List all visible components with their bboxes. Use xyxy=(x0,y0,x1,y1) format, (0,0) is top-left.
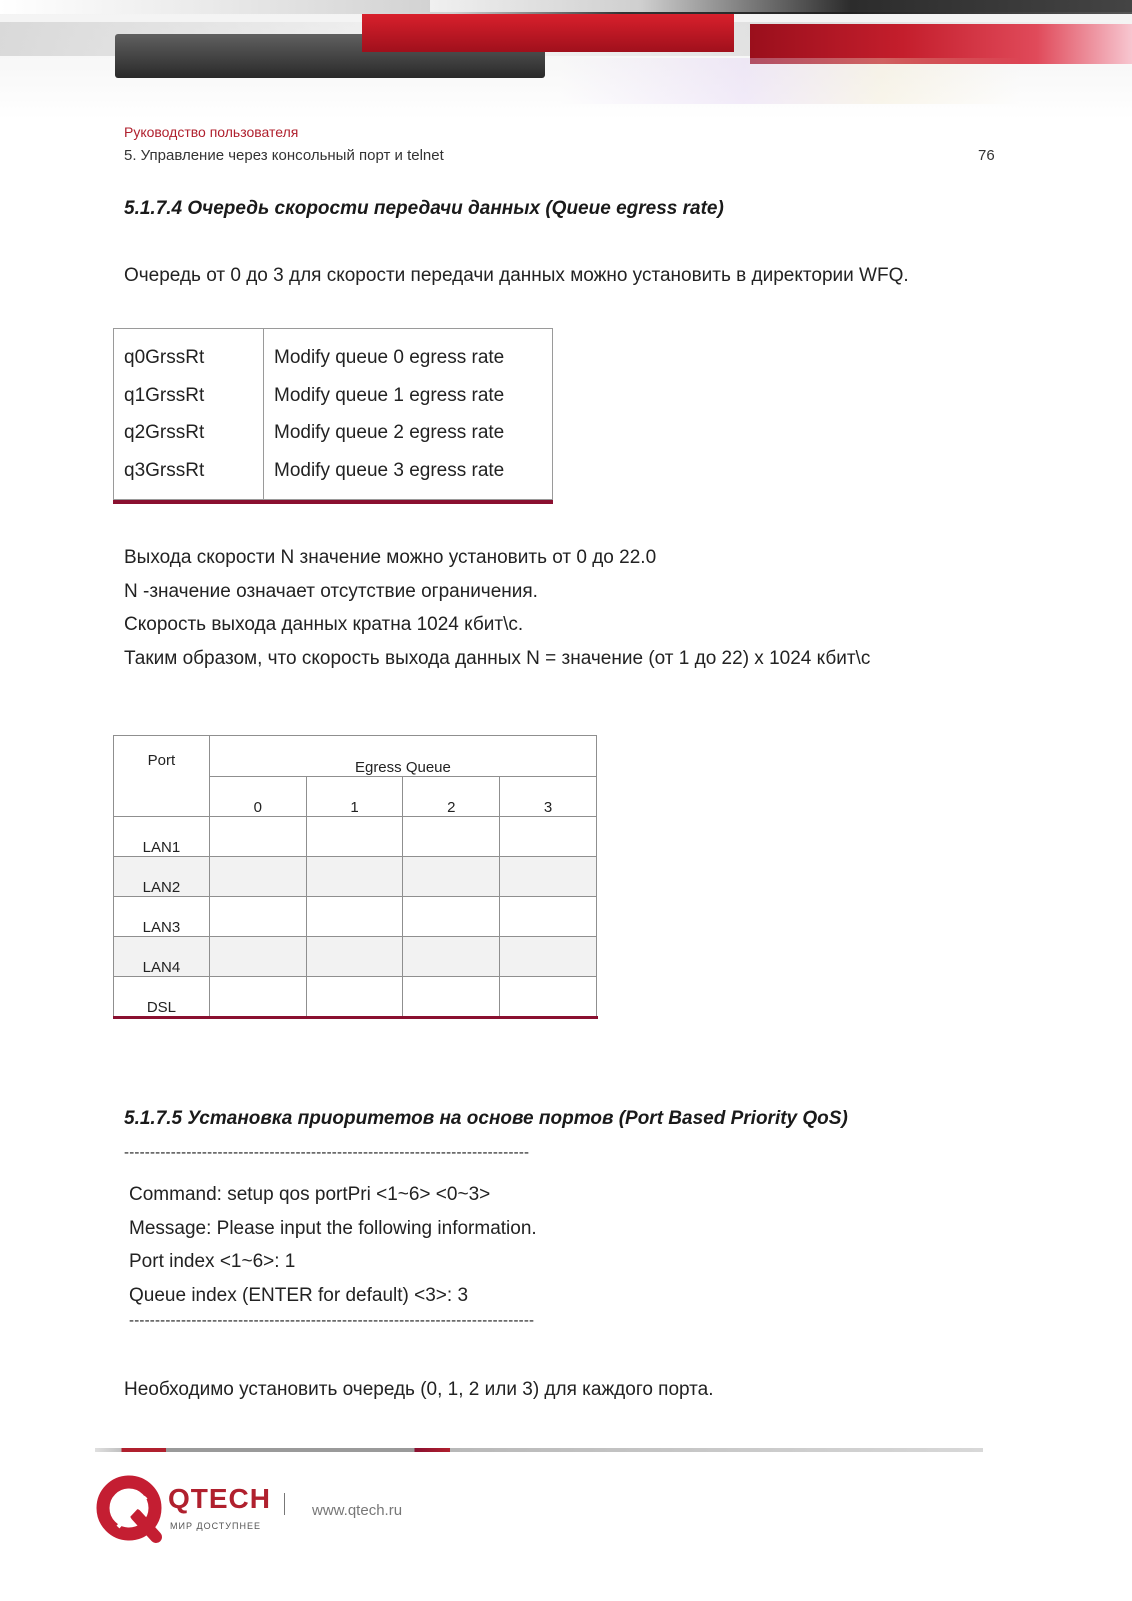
queue-cell xyxy=(209,977,306,1017)
queue-cell xyxy=(403,857,500,897)
table-row xyxy=(114,897,597,937)
queue-cell xyxy=(500,977,597,1017)
footer-separator xyxy=(284,1493,285,1515)
logo-brand-text: QTECH xyxy=(168,1483,271,1514)
queue-cell xyxy=(500,937,597,977)
cli-line: Port index <1~6>: 1 xyxy=(129,1251,296,1272)
chapter-title: 5. Управление через консольный порт и telnet xyxy=(124,147,444,164)
command-desc: Modify queue 2 egress rate xyxy=(274,422,505,443)
command-name: q1GrssRt xyxy=(124,384,205,406)
table-row xyxy=(114,857,597,897)
header-banner xyxy=(0,0,1132,120)
section-heading-port-priority: 5.1.7.5 Установка приоритетов на основе портов (Port Based Priority QoS) xyxy=(124,1108,848,1129)
command-name: q3GrssRt xyxy=(124,459,205,481)
queue-cell xyxy=(306,897,403,937)
command-desc-column xyxy=(263,328,553,500)
queue-header: 0 xyxy=(209,777,306,817)
qtech-logo-mark xyxy=(96,1475,166,1545)
port-label: DSL xyxy=(114,977,210,1017)
footer-divider xyxy=(95,1448,983,1452)
queue-cell xyxy=(403,817,500,857)
note-line: Таким образом, что скорость выхода данных N = значение (от 1 до 22) x 1024 кбит\с xyxy=(124,647,871,669)
note-line: Выхода скорости N значение можно установить от 0 до 22.0 xyxy=(124,547,657,568)
queue-cell xyxy=(209,897,306,937)
queue-cell xyxy=(209,857,306,897)
queue-header: 2 xyxy=(403,777,500,817)
queue-cell xyxy=(306,977,403,1017)
separator-top: ------------------------------------------------------------------------------ xyxy=(124,1144,530,1161)
document-title: Руководство пользователя xyxy=(124,124,299,140)
section-intro: Очередь от 0 до 3 для скорости передачи данных можно установить в директории WFQ. xyxy=(124,265,909,286)
queue-cell xyxy=(403,897,500,937)
queue-cell xyxy=(500,857,597,897)
cli-line: Queue index (ENTER for default) <3>: 3 xyxy=(129,1284,469,1306)
queue-cell xyxy=(500,897,597,937)
queue-cell xyxy=(209,817,306,857)
queue-cell xyxy=(403,937,500,977)
command-table xyxy=(113,328,553,504)
queue-cell xyxy=(306,817,403,857)
note-line: N -значение означает отсутствие ограничения. xyxy=(124,580,538,602)
section-heading-queue-egress: 5.1.7.4 Очередь скорости передачи данных (Queue egress rate) xyxy=(124,198,724,219)
command-desc: Modify queue 1 egress rate xyxy=(274,384,505,406)
table-row xyxy=(114,817,597,857)
queue-cell xyxy=(403,977,500,1017)
queue-header: 1 xyxy=(306,777,403,817)
table-row xyxy=(114,937,597,977)
cli-block xyxy=(129,1178,537,1312)
logo-tagline: МИР ДОСТУПНЕЕ xyxy=(170,1521,261,1531)
table-accent-bar xyxy=(113,500,553,504)
queue-cell xyxy=(306,857,403,897)
port-header: Port xyxy=(114,736,210,817)
command-name: q2GrssRt xyxy=(124,422,205,443)
command-desc: Modify queue 0 egress rate xyxy=(274,347,505,368)
port-label: LAN1 xyxy=(114,817,210,857)
port-label: LAN4 xyxy=(114,937,210,977)
queue-header: 3 xyxy=(500,777,597,817)
command-name-column xyxy=(113,328,263,500)
closing-text: Необходимо установить очередь (0, 1, 2 или 3) для каждого порта. xyxy=(124,1379,714,1400)
port-label: LAN3 xyxy=(114,897,210,937)
cli-line: Command: setup qos portPri <1~6> <0~3> xyxy=(129,1184,491,1205)
table-accent-bar xyxy=(113,1016,598,1019)
cli-line: Message: Please input the following information. xyxy=(129,1217,537,1239)
footer-website-link[interactable]: www.qtech.ru xyxy=(312,1502,403,1519)
queue-cell xyxy=(209,937,306,977)
egress-queue-header: Egress Queue xyxy=(209,736,596,777)
command-name: q0GrssRt xyxy=(124,347,205,368)
queue-cell xyxy=(500,817,597,857)
port-label: LAN2 xyxy=(114,857,210,897)
page-number: 76 xyxy=(978,147,995,164)
egress-queue-table xyxy=(113,735,597,1017)
queue-cell xyxy=(306,937,403,977)
table-row xyxy=(114,977,597,1017)
command-desc: Modify queue 3 egress rate xyxy=(274,459,505,481)
note-line: Скорость выхода данных кратна 1024 кбит\с. xyxy=(124,614,524,635)
separator-bottom: ------------------------------------------------------------------------------ xyxy=(129,1312,535,1329)
rate-notes xyxy=(124,541,870,675)
qtech-logo xyxy=(96,1475,296,1543)
